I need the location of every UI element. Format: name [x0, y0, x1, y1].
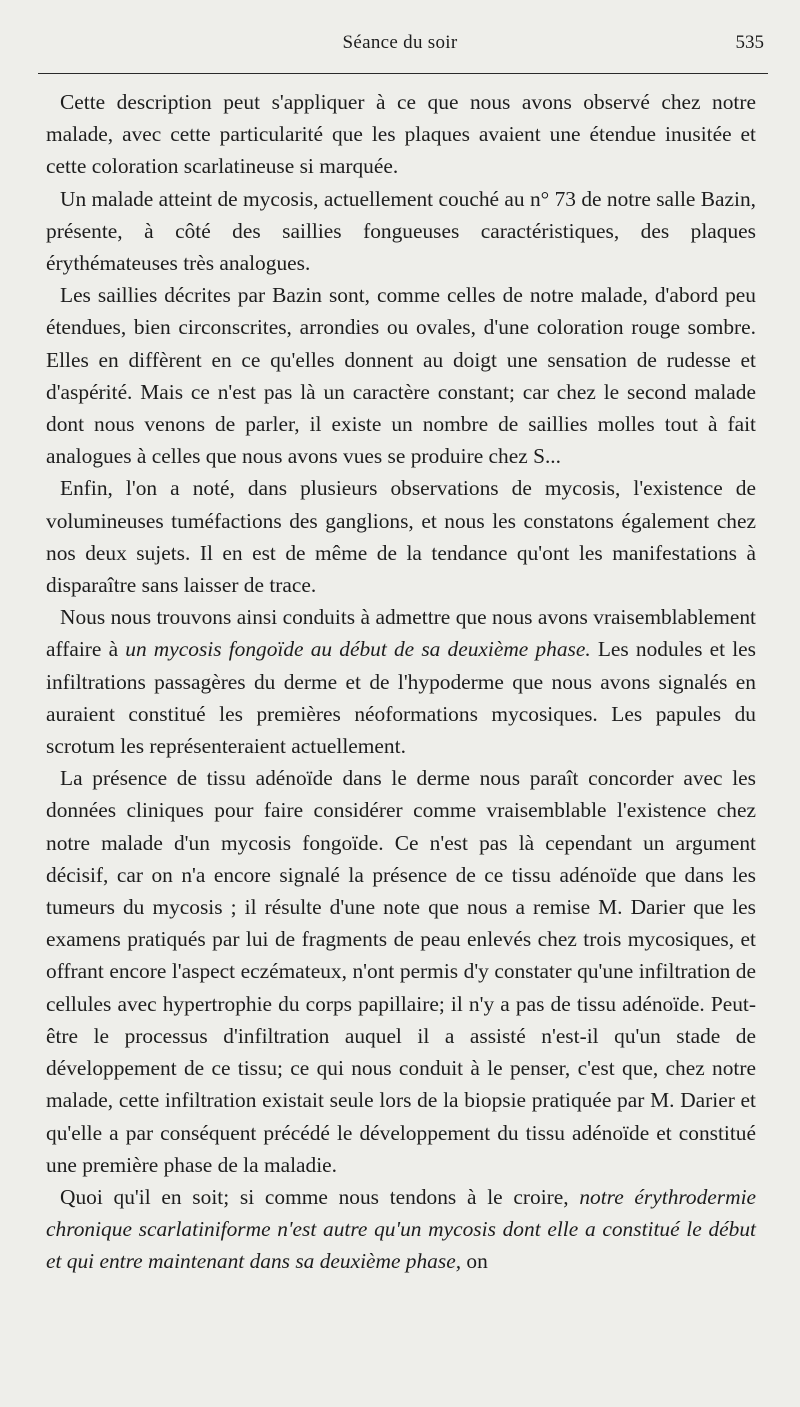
italic-run: un mycosis fongoïde au début de sa deuxième phase.: [125, 637, 591, 662]
italic-run: notre érythrodermie chronique scarlatiniforme n'est autre qu'un mycosis dont elle a constitué le début et qui entre maintenant dans sa deuxième phase,: [46, 1184, 757, 1274]
paragraph: Enfin, l'on a noté, dans plusieurs observations de mycosis, l'existence de volumineuses tuméfactions des ganglions, et nous les constatons également chez nos deux sujets. Il en est de même de la tendance qu'ont les manifestations à disparaître sans laisser de trace.: [46, 476, 756, 598]
text-run: on: [461, 1249, 488, 1274]
paragraph: Cette description peut s'appliquer à ce que nous avons observé chez notre malade, avec cette particularité que les plaques avaient une étendue inusitée et cette coloration scarlatineuse si marquée.: [46, 90, 756, 179]
paragraph: [46, 1181, 756, 1278]
running-title: Séance du soir: [342, 32, 458, 53]
paragraph: Les saillies décrites par Bazin sont, comme celles de notre malade, d'abord peu étendues, bien circonscrites, arrondies ou ovales, d'une coloration rouge sombre. Elles en diffèrent en ce qu'elles donnent au doigt une sensation de rudesse et d'aspérité. Mais ce n'est pas là un caractère constant; car chez le second malade dont nous venons de parler, il existe un nombre de saillies molles tout à fait analogues à celles que nous avons vues se produire chez S...: [46, 283, 756, 469]
paragraph: [46, 601, 756, 762]
text-run: Nous nous trouvons ainsi conduits à admettre que nous avons vraisemblablement affaire à: [46, 605, 756, 662]
header-rule: [38, 73, 768, 74]
paragraph: La présence de tissu adénoïde dans le derme nous paraît concorder avec les données cliniques pour faire considérer comme vraisemblable l'existence chez notre malade d'un mycosis fongoïde. Ce n'est pas là cependant un argument décisif, car on n'a encore signalé la présence de ce tissu adénoïde que dans les tumeurs du mycosis ; il résulte d'une note que nous a remise M. Darier que les examens pratiqués par lui de fragments de peau enlevés chez trois mycosiques, et offrant encore l'aspect eczémateux, n'ont permis d'y constater qu'une infiltration de cellules avec hypertrophie du corps papillaire; il n'y a pas de tissu adénoïde. Peut-être le processus d'infiltration auquel il a assisté n'est-il qu'un stade de développement de ce tissu; ce qui nous conduit à le penser, c'est que, chez notre malade, cette infiltration existait seule lors de la biopsie pratiquée par M. Darier et qu'elle a par conséquent précédé le développement du tissu adénoïde et constitué une première phase de la maladie.: [46, 766, 756, 1177]
text-run: Les nodules et les infiltrations passagères du derme et de l'hypoderme que nous avons signalés en auraient constitué les premières néoformations mycosiques. Les papules du scrotum les représenteraient actuellement.: [46, 637, 756, 759]
paragraph: Un malade atteint de mycosis, actuellement couché au n° 73 de notre salle Bazin, présente, à côté des saillies fongueuses caractéristiques, des plaques érythémateuses très analogues.: [46, 186, 756, 276]
text-run: Quoi qu'il en soit; si comme nous tendons à le croire,: [60, 1184, 580, 1209]
page-number: 535: [735, 32, 764, 53]
body-text: [46, 86, 756, 1278]
page-header: [0, 32, 800, 60]
